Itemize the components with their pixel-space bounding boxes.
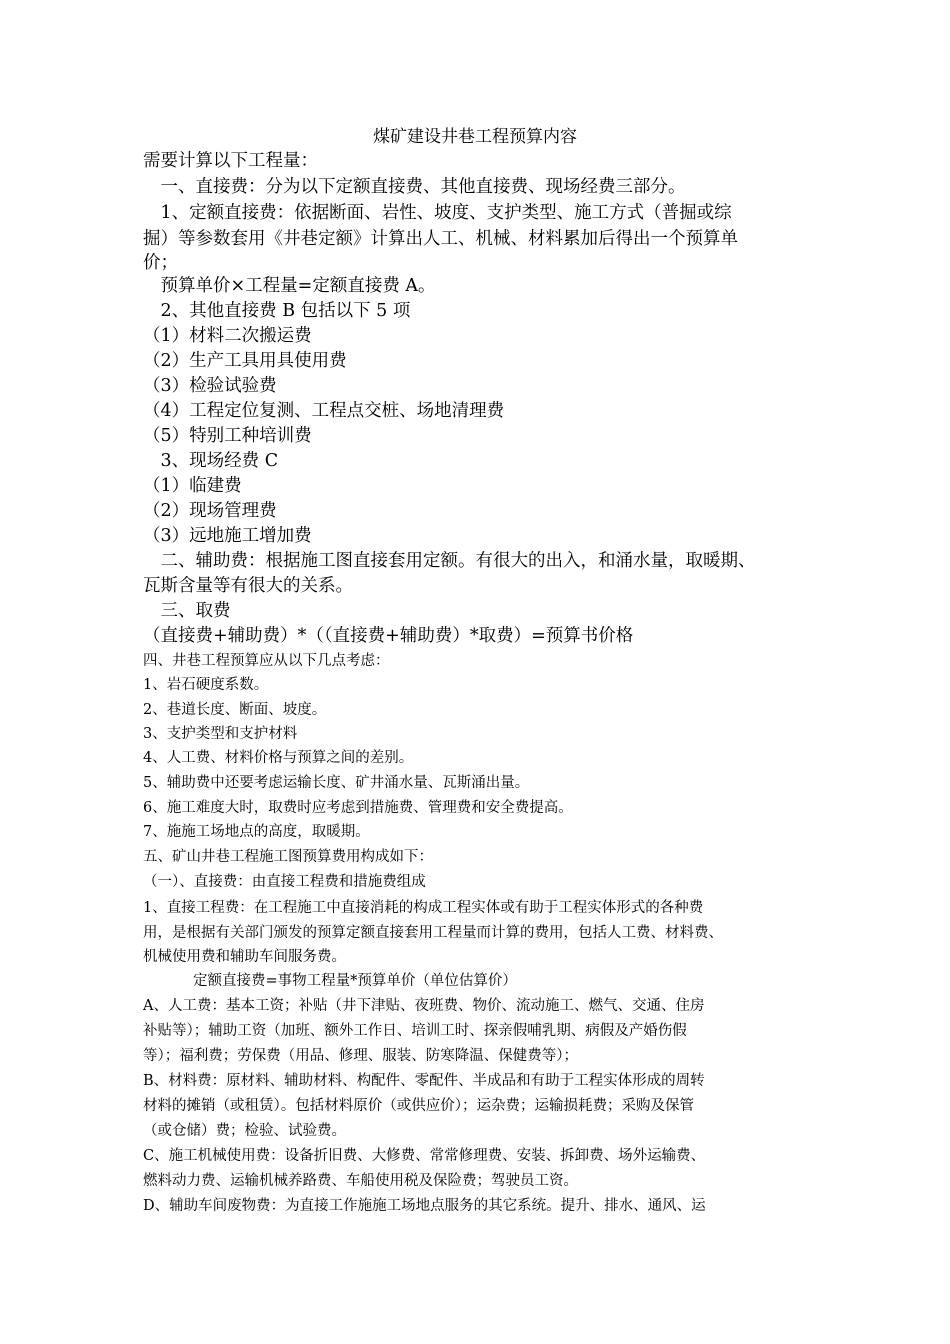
text-line: 4、人工费、材料价格与预算之间的差别。: [143, 750, 414, 766]
text-line: D、辅助车间废物费：为直接工作施施工场地点服务的其它系统。提升、排水、通风、运: [143, 1198, 706, 1214]
text-line: 预算单价×工程量=定额直接费 A。: [143, 276, 436, 296]
text-line: B、材料费：原材料、辅助材料、构配件、零配件、半成品和有助于工程实体形成的周转: [143, 1073, 705, 1089]
text-line: 1、岩石硬度系数。: [143, 677, 269, 693]
text-line: 四、井巷工程预算应从以下几点考虑：: [143, 653, 390, 669]
formula-line: 定额直接费=事物工程量*预算单价（单位估算价）: [193, 973, 517, 989]
text-line: 3、支护类型和支护材料: [143, 726, 298, 742]
text-line: 用，是根据有关部门颁发的预算定额直接套用工程量而计算的费用，包括人工费、材料费、: [143, 925, 723, 941]
text-line: （3）检验试验费: [143, 376, 277, 396]
text-line: 5、辅助费中还要考虑运输长度、矿井涌水量、瓦斯涌出量。: [143, 775, 530, 791]
text-line: 一、直接费：分为以下定额直接费、其他直接费、现场经费三部分。: [143, 177, 686, 197]
text-line: C、施工机械使用费：设备折旧费、大修费、常常修理费、安装、拆卸费、场外运输费、: [143, 1148, 706, 1164]
text-line: 3、现场经费 C: [143, 451, 279, 471]
text-line: （5）特别工种培训费: [143, 426, 312, 446]
text-line: 二、辅助费：根据施工图直接套用定额。有很大的出入，和涌水量，取暖期、: [143, 551, 756, 571]
text-line: 燃料动力费、运输机械养路费、车船使用税及保险费；驾驶员工资。: [143, 1173, 578, 1189]
text-line: 1、直接工程费：在工程施工中直接消耗的构成工程实体或有助于工程实体形式的各种费: [143, 900, 704, 916]
text-line: （直接费+辅助费）*（（直接费+辅助费）*取费）=预算书价格: [143, 626, 634, 646]
text-line: （1）临建费: [143, 476, 242, 496]
text-line: 需要计算以下工程量：: [143, 151, 318, 171]
text-line: 三、取费: [143, 601, 231, 621]
text-line: A、人工费：基本工资；补贴（井下津贴、夜班费、物价、流动施工、燃气、交通、住房: [143, 998, 705, 1014]
text-line: 材料的摊销（或租赁）。包括材料原价（或供应价）；运杂费；运输损耗费；采购及保管: [143, 1098, 694, 1114]
document-title: 煤矿建设井巷工程预算内容: [373, 127, 577, 147]
text-line: 2、巷道长度、断面、坡度。: [143, 702, 327, 718]
text-line: （3）远地施工增加费: [143, 526, 312, 546]
text-line: 补贴等）；辅助工资（加班、额外工作日、培训工时、探亲假哺乳期、病假及产婚伤假: [143, 1023, 687, 1039]
text-line: 五、矿山井巷工程施工图预算费用构成如下：: [143, 849, 433, 865]
text-line: 掘）等参数套用《井巷定额》计算出人工、机械、材料累加后得出一个预算单: [143, 229, 738, 249]
text-line: 价；: [143, 253, 178, 273]
text-line: 6、施工难度大时，取费时应考虑到措施费、管理费和安全费提高。: [143, 800, 573, 816]
text-line: （4）工程定位复测、工程点交桩、场地清理费: [143, 401, 505, 421]
text-line: 瓦斯含量等有很大的关系。: [143, 576, 353, 596]
text-line: （2）生产工具用具使用费: [143, 351, 347, 371]
text-line: 7、施施工场地点的高度，取暖期。: [143, 824, 370, 840]
text-line: 等）；福利费；劳保费（用品、修理、服装、防寒降温、保健费等）；: [143, 1048, 578, 1064]
text-line: （或仓储）费；检验、试验费。: [143, 1123, 346, 1139]
text-line: （一）、直接费：由直接工程费和措施费组成: [143, 874, 426, 890]
text-line: 2、其他直接费 B 包括以下 5 项: [143, 301, 411, 321]
text-line: （2）现场管理费: [143, 501, 277, 521]
text-line: 1、定额直接费：依据断面、岩性、坡度、支护类型、施工方式（普掘或综: [143, 203, 732, 223]
text-line: 机械使用费和辅助车间服务费。: [143, 949, 346, 965]
text-line: （1）材料二次搬运费: [143, 326, 312, 346]
